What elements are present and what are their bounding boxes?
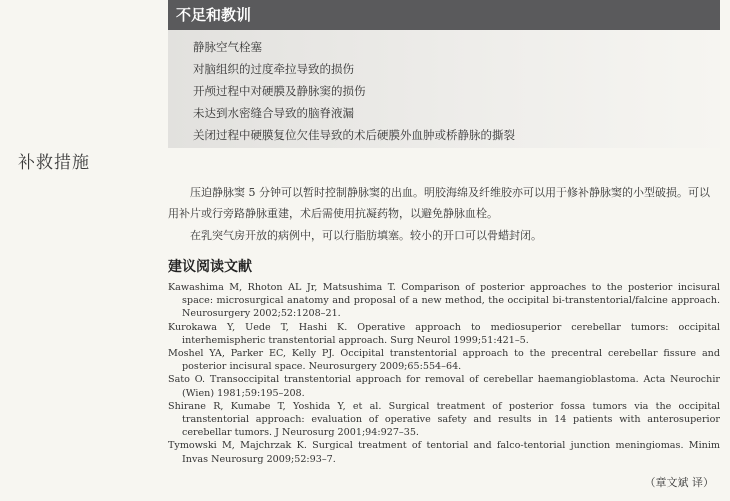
lessons-box-title: 不足和教训 bbox=[168, 0, 720, 30]
remedy-paragraph: 压迫静脉窦 5 分钟可以暂时控制静脉窦的出血。明胶海绵及纤维胶亦可以用于修补静脉窦的小型破损。可以用补片或行旁路静脉重建，术后需使用抗凝药物，以避免静脉血栓。 bbox=[168, 186, 710, 220]
lessons-list bbox=[193, 36, 515, 146]
reference-list bbox=[168, 281, 720, 466]
lessons-list-item: 静脉空气栓塞 bbox=[193, 40, 262, 54]
lessons-list-item: 关闭过程中硬膜复位欠佳导致的术后硬膜外血肿或桥静脉的撕裂 bbox=[193, 128, 515, 142]
translator-credit: （章文斌 译） bbox=[644, 476, 714, 489]
remedy-paragraph: 在乳突气房开放的病例中，可以行脂肪填塞。较小的开口可以骨蜡封闭。 bbox=[190, 229, 542, 242]
reference-item: Kawashima M, Rhoton AL Jr, Matsushima T. Comparison of posterior approaches to the posterior incisural space: microsurgical anatomy and proposal of a new method, the occipital bi-transtentorial/falcine approach. Neurosurgery 2002;52:1208–21. bbox=[168, 282, 720, 320]
reading-heading: 建议阅读文献 bbox=[168, 259, 252, 275]
lessons-list-item: 对脑组织的过度牵拉导致的损伤 bbox=[193, 62, 354, 76]
lessons-list-item: 开颅过程中对硬膜及静脉窦的损伤 bbox=[193, 84, 366, 98]
remedy-heading: 补救措施 bbox=[18, 153, 90, 173]
reference-item: Kurokawa Y, Uede T, Hashi K. Operative approach to mediosuperior cerebellar tumors: occipital interhemispheric transtentorial approach. Surg Neurol 1999;51:421–5. bbox=[168, 321, 720, 346]
reference-item: Moshel YA, Parker EC, Kelly PJ. Occipital transtentorial approach to the precentral cerebellar fissure and posterior incisural space. Neurosurgery 2009;65:554–64. bbox=[168, 348, 720, 373]
lessons-list-item: 未达到水密缝合导致的脑脊液漏 bbox=[193, 106, 354, 120]
reference-item: Shirane R, Kumabe T, Yoshida Y, et al. Surgical treatment of posterior fossa tumors via the occipital transtentorial approach: evaluation of operative safety and results in 14 patients with anterosuperior cerebellar tumors. J Neurosurg 2001;94:927–35. bbox=[168, 400, 720, 439]
reference-item: Tymowski M, Majchrzak K. Surgical treatment of tentorial and falco-tentorial junction meningiomas. Minim Invas Neurosurg 2009;52:93–7. bbox=[168, 440, 720, 465]
reference-item: Sato O. Transoccipital transtentorial approach for removal of cerebellar haemangioblastoma. Acta Neurochir (Wien) 1981;59:195–208. bbox=[168, 374, 720, 399]
